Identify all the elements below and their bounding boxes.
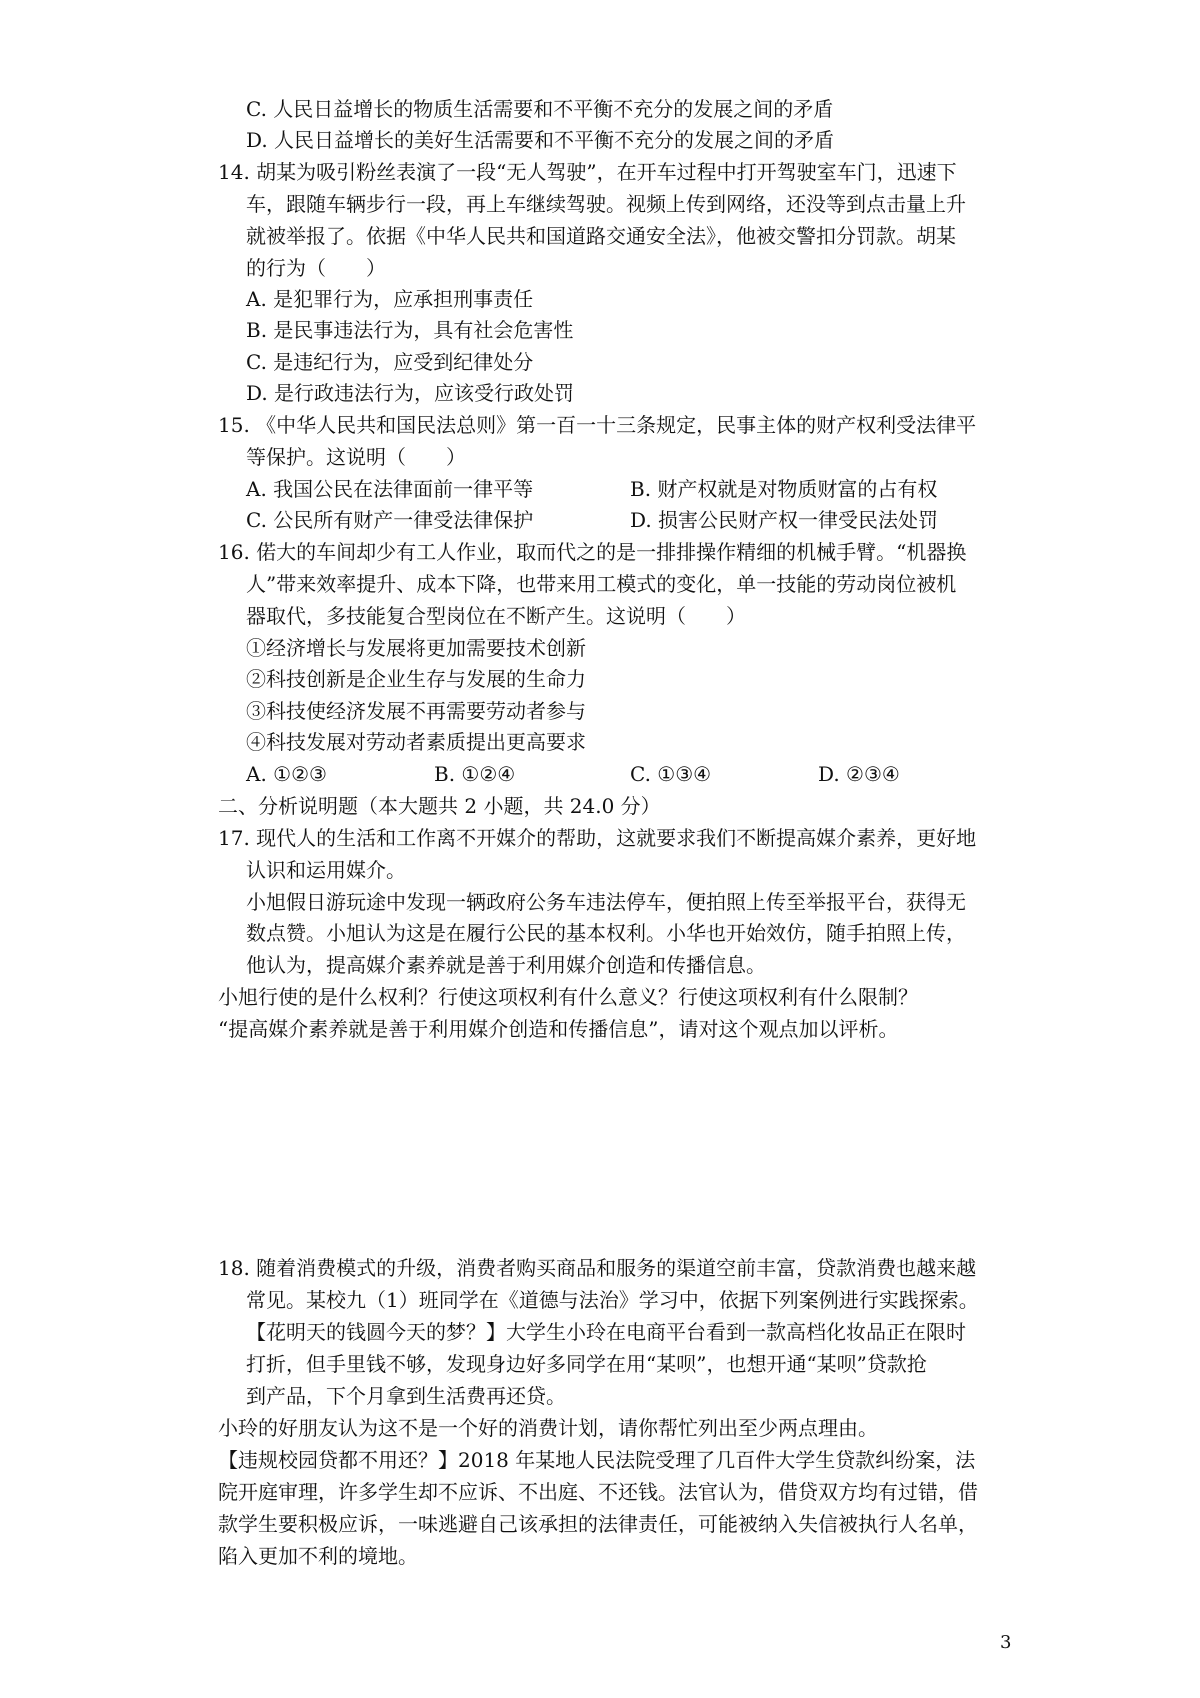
q14-option-c: C. 是违纪行为，应受到纪律处分: [246, 350, 534, 374]
q18-case-1-line: 【花明天的钱圆今天的梦？】大学生小玲在电商平台看到一款高档化妆品正在限时: [246, 1320, 966, 1344]
q16-stem-line: 器取代，多技能复合型岗位在不断产生。这说明（ ）: [246, 604, 746, 628]
q17-sub-question: “提高媒介素养就是善于利用媒介创造和传播信息”，请对这个观点加以评析。: [218, 1017, 899, 1041]
q14-stem-line: 14. 胡某为吸引粉丝表演了一段“无人驾驶”，在开车过程中打开驾驶室车门，迅速下: [218, 160, 957, 184]
q14-stem-line: 车，跟随车辆步行一段，再上车继续驾驶。视频上传到网络，还没等到点击量上升: [246, 192, 966, 216]
q14-option-a: A. 是犯罪行为，应承担刑事责任: [246, 287, 534, 311]
q17-stem-line: 他认为，提高媒介素养就是善于利用媒介创造和传播信息。: [246, 953, 766, 977]
q18-case-2-line: 院开庭审理，许多学生却不应诉、不出庭、不还钱。法官认为，借贷双方均有过错，借: [218, 1480, 978, 1504]
q17-sub-question: 小旭行使的是什么权利？行使这项权利有什么意义？行使这项权利有什么限制？: [218, 985, 918, 1009]
q16-statement: ②科技创新是企业生存与发展的生命力: [246, 667, 586, 691]
q15-option-c: C. 公民所有财产一律受法律保护: [246, 508, 534, 532]
q16-statement: ④科技发展对劳动者素质提出更高要求: [246, 730, 586, 754]
q14-stem-line: 的行为（ ）: [246, 256, 386, 280]
q18-case-2-line: 陷入更加不利的境地。: [218, 1544, 418, 1568]
q18-case-2-line: 款学生要积极应诉，一味逃避自己该承担的法律责任，可能被纳入失信被执行人名单，: [218, 1512, 978, 1536]
q17-stem-line: 小旭假日游玩途中发现一辆政府公务车违法停车，便拍照上传至举报平台，获得无: [246, 890, 966, 914]
q13-option-d: D. 人民日益增长的美好生活需要和不平衡不充分的发展之间的矛盾: [246, 128, 835, 152]
q16-option-a: A. ①②③: [246, 762, 327, 786]
q16-stem-line: 16. 偌大的车间却少有工人作业，取而代之的是一排排操作精细的机械手臂。“机器换: [218, 540, 967, 564]
q17-stem-line: 17. 现代人的生活和工作离不开媒介的帮助，这就要求我们不断提高媒介素养，更好地: [218, 826, 977, 850]
q16-option-b: B. ①②④: [434, 762, 516, 786]
q14-option-b: B. 是民事违法行为，具有社会危害性: [246, 318, 574, 342]
q16-option-d: D. ②③④: [818, 762, 900, 786]
q15-stem-line: 等保护。这说明（ ）: [246, 445, 466, 469]
q15-option-d: D. 损害公民财产权一律受民法处罚: [630, 508, 939, 532]
q17-stem-line: 数点赞。小旭认为这是在履行公民的基本权利。小华也开始效仿，随手拍照上传，: [246, 921, 966, 945]
q16-statement: ③科技使经济发展不再需要劳动者参与: [246, 699, 586, 723]
page-number: 3: [1000, 1632, 1012, 1653]
q13-option-c: C. 人民日益增长的物质生活需要和不平衡不充分的发展之间的矛盾: [246, 97, 834, 121]
q14-option-d: D. 是行政违法行为，应该受行政处罚: [246, 381, 575, 405]
q16-stem-line: 人”带来效率提升、成本下降，也带来用工模式的变化，单一技能的劳动岗位被机: [246, 572, 957, 596]
q18-sub-question-1: 小玲的好朋友认为这不是一个好的消费计划，请你帮忙列出至少两点理由。: [218, 1416, 878, 1440]
q18-stem-line: 18. 随着消费模式的升级，消费者购买商品和服务的渠道空前丰富，贷款消费也越来越: [218, 1256, 977, 1280]
q16-statement: ①经济增长与发展将更加需要技术创新: [246, 636, 586, 660]
q17-stem-line: 认识和运用媒介。: [246, 858, 406, 882]
q18-case-1-line: 到产品，下个月拿到生活费再还贷。: [246, 1384, 566, 1408]
q14-stem-line: 就被举报了。依据《中华人民共和国道路交通安全法》，他被交警扣分罚款。胡某: [246, 224, 956, 248]
q15-stem-line: 15. 《中华人民共和国民法总则》第一百一十三条规定，民事主体的财产权利受法律平: [218, 413, 977, 437]
q18-case-1-line: 打折，但手里钱不够，发现身边好多同学在用“某呗”，也想开通“某呗”贷款抢: [246, 1352, 927, 1376]
q18-stem-line: 常见。某校九（1）班同学在《道德与法治》学习中，依据下列案例进行实践探索。: [246, 1288, 979, 1312]
q15-option-b: B. 财产权就是对物质财富的占有权: [630, 477, 938, 501]
q18-case-2-line: 【违规校园贷都不用还？】2018 年某地人民法院受理了几百件大学生贷款纠纷案，法: [218, 1448, 976, 1472]
section-heading: 二、分析说明题（本大题共 2 小题，共 24.0 分）: [218, 794, 661, 818]
q16-option-c: C. ①③④: [630, 762, 712, 786]
q15-option-a: A. 我国公民在法律面前一律平等: [246, 477, 534, 501]
